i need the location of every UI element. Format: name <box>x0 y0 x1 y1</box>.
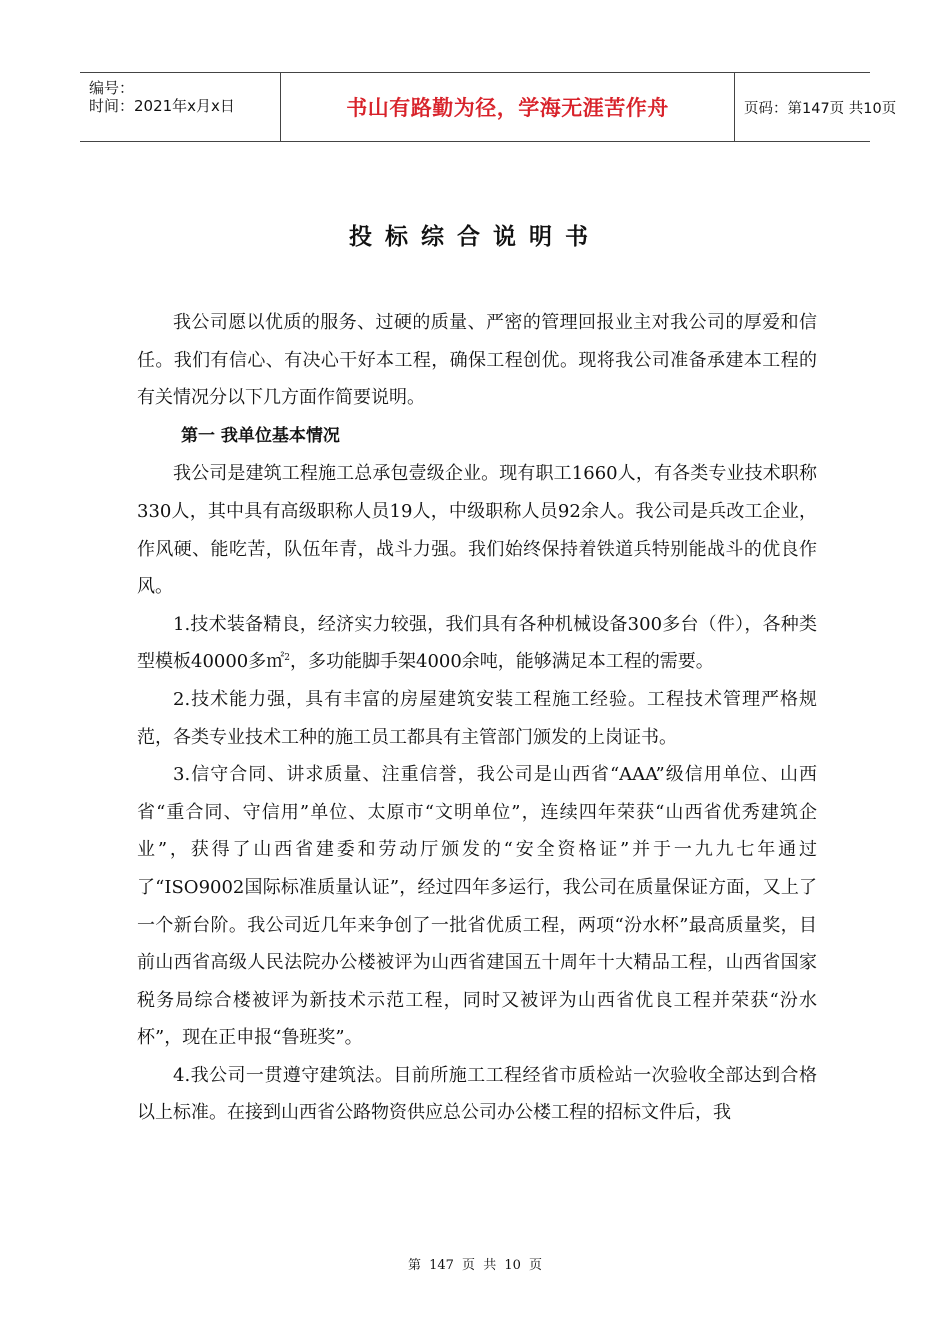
motto: 书山有路勤为径，学海无涯苦作舟 <box>346 96 669 120</box>
square-meter-superscript: 2 <box>284 653 290 664</box>
item-4-paragraph: 4.我公司一贯遵守建筑法。目前所施工工程经省市质检站一次验收全部达到合格以上标准。在接到山西省公路物资供应总公司办公楼工程的招标文件后，我 <box>137 1064 817 1124</box>
header-motto-cell <box>281 73 735 141</box>
item-1-paragraph <box>137 606 817 681</box>
header-meta-cell <box>80 73 281 141</box>
item-1-text-a: 1.技术装备精良，经济实力较强，我们具有各种机械设备300多台（件），各种类型模板40000多㎡ <box>137 613 817 673</box>
page-info: 页码：第147页 共10页 <box>744 100 897 117</box>
number-label: 编号： <box>89 79 135 97</box>
document-body <box>137 304 817 1132</box>
item-2-paragraph: 2.技术能力强，具有丰富的房屋建筑安装工程施工经验。工程技术管理严格规范，各类专业技术工种的施工员工都具有主管部门颁发的上岗证书。 <box>137 688 817 748</box>
header-table <box>80 72 897 142</box>
item-1-text-b: ，多功能脚手架4000余吨，能够满足本工程的需要。 <box>290 651 714 673</box>
document-title: 投标综合说明书 <box>349 224 601 250</box>
item-3-paragraph: 3.信守合同、讲求质量、注重信誉，我公司是山西省“AAA”级信用单位、山西省“重合同、守信用”单位、太原市“文明单位”，连续四年荣获“山西省优秀建筑企业”，获得了山西省建委和劳动厅颁发的“安全资格证”并于一九九七年通过了“ISO9002国际标准质量认证”，经过四年多运行，我公司在质量保证方面，又上了一个新台阶。我公司近几年来争创了一批省优质工程，两项“汾水杯”最高质量奖，目前山西省高级人民法院办公楼被评为山西省建国五十周年十大精品工程，山西省国家税务局综合楼被评为新技术示范工程，同时又被评为山西省优良工程并荣获“汾水杯”，现在正申报“鲁班奖”。 <box>137 764 817 1049</box>
intro-paragraph: 我公司愿以优质的服务、过硬的质量、严密的管理回报业主对我公司的厚爱和信任。我们有信心、有决心干好本工程，确保工程创优。现将我公司准备承建本工程的有关情况分以下几方面作简要说明。 <box>137 312 817 409</box>
page-footer: 第 147 页 共 10 页 <box>407 1258 543 1273</box>
section-heading: 第一 我单位基本情况 <box>181 425 340 446</box>
time-label: 时间：2021年x月x日 <box>89 97 235 115</box>
company-overview-paragraph: 我公司是建筑工程施工总承包壹级企业。现有职工1660人，有各类专业技术职称330人，其中具有高级职称人员19人，中级职称人员92余人。我公司是兵改工企业，作风硬、能吃苦，队伍年青，战斗力强。我们始终保持着铁道兵特别能战斗的优良作风。 <box>137 463 817 598</box>
